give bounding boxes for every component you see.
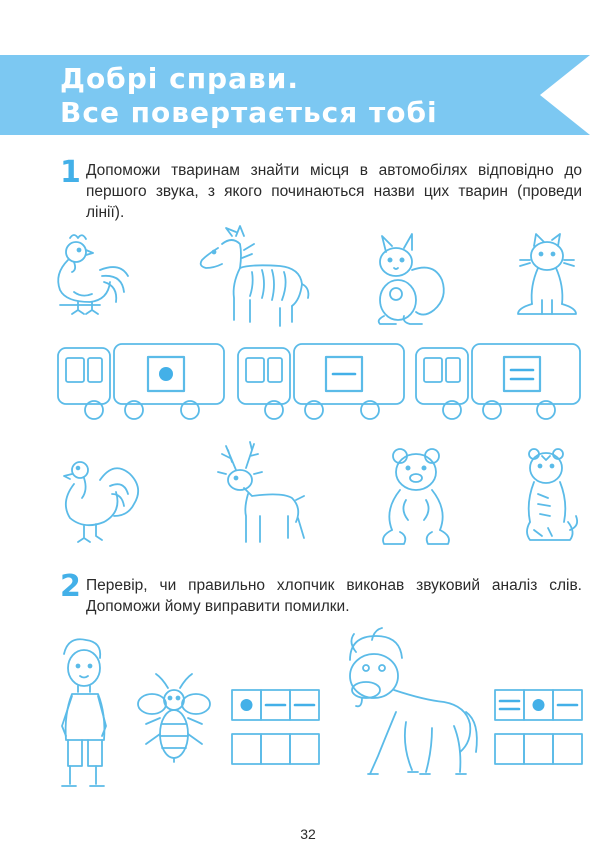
deer-illustration (218, 442, 304, 542)
scheme-1 (232, 690, 319, 764)
task-1-number: 1 (60, 155, 81, 190)
task-2-number: 2 (60, 569, 81, 604)
rooster-illustration (58, 235, 128, 314)
page-title-line1: Добрі справи. (60, 62, 299, 95)
zebra-illustration (201, 226, 309, 326)
truck-1 (58, 344, 224, 419)
bear-illustration (383, 449, 449, 544)
truck-3 (416, 344, 580, 419)
boy-illustration (62, 639, 106, 786)
page-title-line2: Все повертається тобі (60, 96, 438, 129)
squirrel-illustration (379, 234, 444, 324)
cat-illustration (518, 234, 576, 314)
task-2-text: Перевір, чи правильно хлопчик виконав звуковий аналіз слів. Допоможи йому виправити помилки. (86, 577, 582, 615)
page-number: 32 (300, 826, 316, 842)
bee-illustration (138, 674, 210, 762)
tiger-illustration (527, 449, 577, 540)
task-1-text: Допоможи тваринам знайти місця в автомобілях відповідно до першого звука, з якого починаються назви цих тварин (проведи лінії). (86, 162, 582, 221)
pony-illustration (350, 628, 477, 774)
scheme-2 (495, 690, 582, 764)
truck-2 (238, 344, 404, 419)
turkey-illustration (64, 462, 138, 542)
